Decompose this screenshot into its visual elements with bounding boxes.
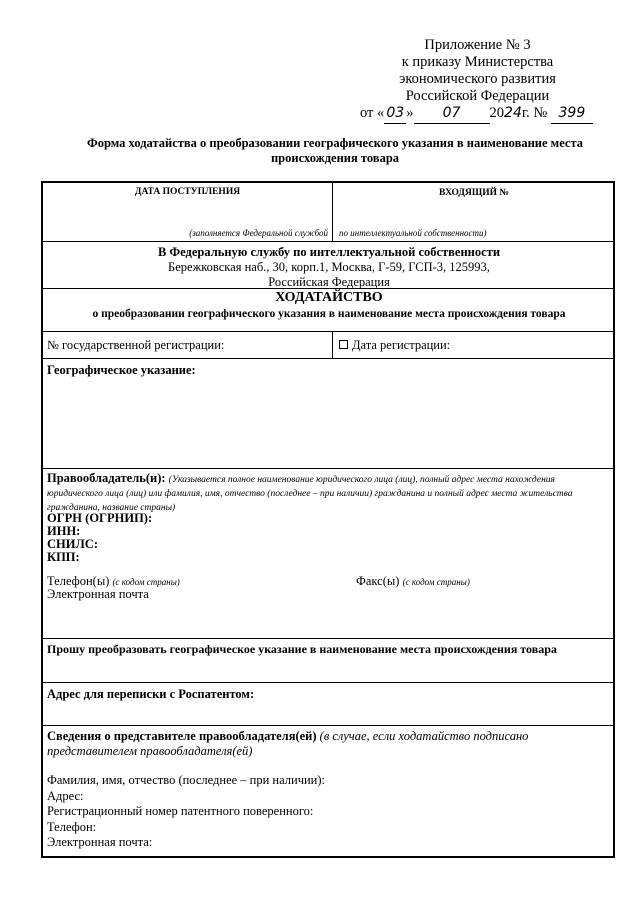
request-text: Прошу преобразовать географическое указание в наименование места происхождения товара <box>47 642 557 656</box>
petition-title: ХОДАТАЙСТВО <box>275 290 383 305</box>
email-label: Электронная почта <box>47 587 149 601</box>
fax-label: Факс(ы) <box>356 574 400 588</box>
representative-note-1: (в случае, если ходатайство подписано <box>319 729 529 743</box>
divider <box>43 468 613 469</box>
divider <box>43 241 613 242</box>
year-suffix: г. № <box>521 105 548 121</box>
representative-name-label: Фамилия, имя, отчество (последнее – при наличии): <box>47 773 326 787</box>
divider <box>43 288 613 289</box>
representative-email-label: Электронная почта: <box>47 835 153 849</box>
year-prefix: 20 <box>489 105 505 121</box>
filled-by-note-left: (заполняется Федеральной службой <box>189 228 328 238</box>
addressee-name: В Федеральную службу по интеллектуальной собственности <box>157 245 501 259</box>
petition-subtitle: о преобразовании географического указания в наименование места происхождения товара <box>92 308 566 320</box>
order-month: 07 <box>414 103 490 124</box>
date-mid: » <box>406 105 414 121</box>
divider <box>43 638 613 639</box>
representative-phone-label: Телефон: <box>47 820 97 834</box>
representative-address-label: Адрес: <box>47 789 84 803</box>
ministry-name: экономического развития <box>399 71 556 87</box>
phone-note: (с кодом страны) <box>112 577 180 587</box>
registration-date-text: Дата регистрации: <box>352 338 451 352</box>
divider <box>43 331 613 332</box>
divider-vertical-reg <box>332 331 333 358</box>
representative-label: Сведения о представителе правообладателя(ей) <box>47 729 317 743</box>
correspondence-address-label: Адрес для переписки с Роспатентом: <box>47 687 255 701</box>
patent-attorney-number-label: Регистрационный номер патентного поверенного: <box>47 804 314 818</box>
ogrn-label: ОГРН (ОГРНИП): <box>47 511 153 525</box>
order-day: 03 <box>384 103 406 124</box>
registration-number-label: № государственной регистрации: <box>47 338 225 352</box>
right-holder-block <box>47 472 613 514</box>
representative-header <box>47 729 528 743</box>
title-line-2: происхождения товара <box>270 151 400 165</box>
order-year: 24 <box>504 105 522 121</box>
right-holder-note: (Указывается полное наименование юридического лица (лиц), полный адрес места нахождения юридического лица (лиц) или фамилия, имя, отчество (последнее – при наличии) гражданина и полный адрес места жительства гражданина, название страны) <box>47 475 573 513</box>
federation-name: Российской Федерации <box>405 88 550 104</box>
registration-date-label <box>339 338 450 352</box>
filled-by-note-right: по интеллектуальной собственности) <box>339 228 487 238</box>
addressee-country: Российская Федерация <box>268 275 390 289</box>
snils-label: СНИЛС: <box>47 537 98 551</box>
date-prefix: от « <box>360 105 385 121</box>
fax-row <box>356 574 470 589</box>
document-title <box>40 136 630 166</box>
right-holder-label: Правообладатель(и): <box>47 471 166 485</box>
fax-note: (с кодом страны) <box>402 577 470 587</box>
representative-note-2: представителем правообладателя(ей) <box>47 744 253 758</box>
geographical-indication-label: Географическое указание: <box>47 363 196 377</box>
inn-label: ИНН: <box>47 524 81 538</box>
appendix-title: Приложение № 3 <box>424 37 531 53</box>
incoming-number-label: ВХОДЯЩИЙ № <box>439 188 509 198</box>
petition-form <box>41 181 615 858</box>
registration-date-checkbox[interactable] <box>339 340 348 349</box>
order-reference: к приказу Министерства <box>401 54 554 70</box>
order-number: 399 <box>551 103 593 124</box>
title-line-1: Форма ходатайства о преобразовании географического указания в наименование места <box>87 136 583 150</box>
order-date-line <box>360 103 620 124</box>
addressee-address: Бережковская наб., 30, корп.1, Москва, Г-59, ГСП-3, 125993, <box>168 260 490 274</box>
divider <box>43 682 613 683</box>
phone-label: Телефон(ы) <box>47 574 110 588</box>
divider <box>43 725 613 726</box>
kpp-label: КПП: <box>47 550 80 564</box>
receipt-date-label: ДАТА ПОСТУПЛЕНИЯ <box>134 187 241 197</box>
divider <box>43 358 613 359</box>
